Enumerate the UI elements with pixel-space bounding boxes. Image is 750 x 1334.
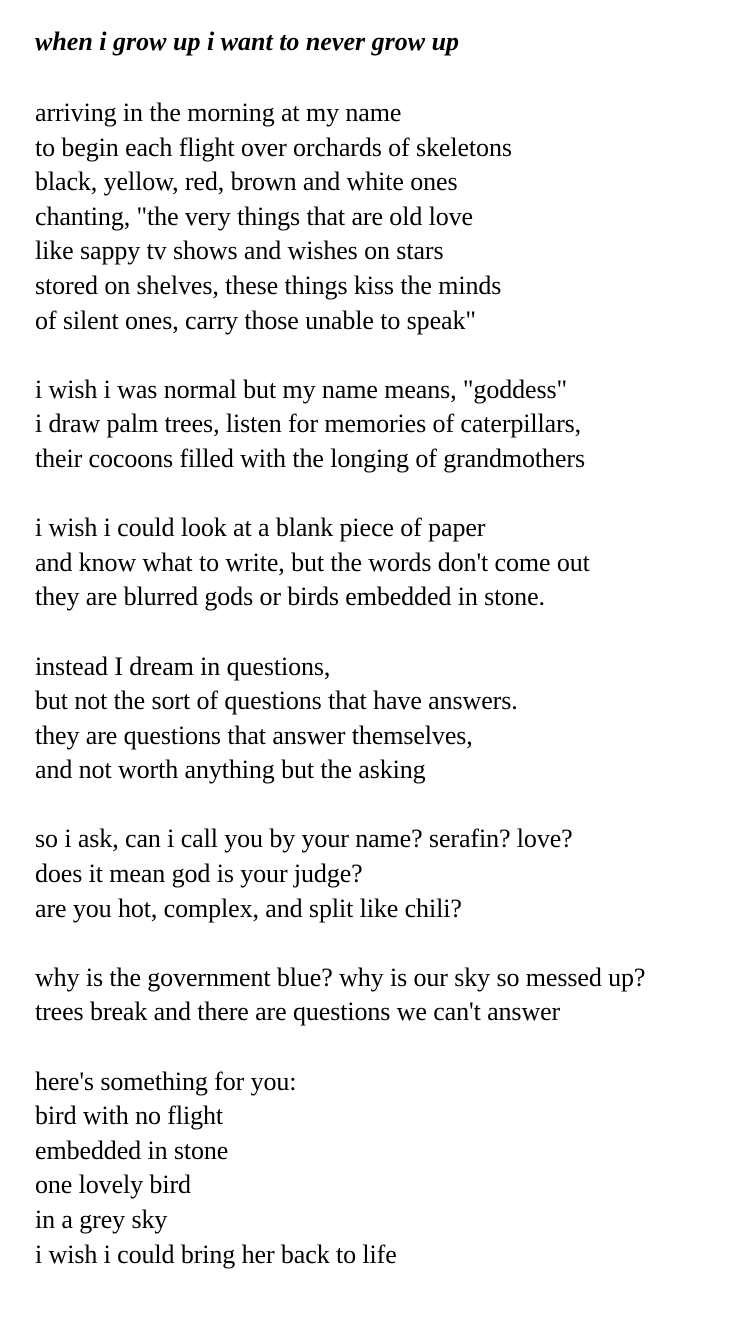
poem-line: chanting, "the very things that are old love (35, 201, 473, 231)
poem-line: instead I dream in questions, (35, 651, 331, 681)
poem-line: are you hot, complex, and split like chili? (35, 893, 462, 923)
poem-line: why is the government blue? why is our sky so messed up? (35, 962, 646, 992)
poem-line: they are blurred gods or birds embedded in stone. (35, 582, 545, 612)
poem-line: i wish i could look at a blank piece of paper (35, 513, 486, 543)
stanza (35, 96, 747, 338)
poem-line: but not the sort of questions that have answers. (35, 686, 518, 716)
stanza (35, 373, 747, 477)
stanza (35, 650, 747, 788)
poem-line: here's something for you: (35, 1066, 297, 1096)
poem-line: their cocoons filled with the longing of grandmothers (35, 443, 585, 473)
poem-line: of silent ones, carry those unable to speak" (35, 305, 476, 335)
poem-line: i wish i was normal but my name means, "goddess" (35, 374, 568, 404)
poem-title: when i grow up i want to never grow up (35, 27, 460, 56)
poem-line: i wish i could bring her back to life (35, 1239, 397, 1269)
poem-line: arriving in the morning at my name (35, 98, 402, 127)
poem-line: they are questions that answer themselves, (35, 720, 473, 750)
poem-line: stored on shelves, these things kiss the minds (35, 270, 502, 300)
poem-line: and not worth anything but the asking (35, 755, 426, 785)
poem-line: to begin each flight over orchards of skeletons (35, 132, 512, 162)
stanza (35, 822, 747, 926)
stanza (35, 511, 747, 615)
poem-page (35, 22, 747, 1272)
poem-line: black, yellow, red, brown and white ones (35, 167, 458, 197)
poem-line: trees break and there are questions we can't answer (35, 997, 561, 1027)
poem-line: one lovely bird (35, 1170, 191, 1200)
poem-line: in a grey sky (35, 1205, 168, 1234)
poem-line: so i ask, can i call you by your name? serafin? love? (35, 824, 573, 854)
poem-body (35, 96, 747, 1272)
poem-line: i draw palm trees, listen for memories of caterpillars, (35, 409, 582, 439)
poem-line: bird with no flight (35, 1101, 224, 1131)
poem-line: embedded in stone (35, 1135, 229, 1165)
title-spacer (35, 62, 747, 96)
poem-line: and know what to write, but the words don't come out (35, 547, 590, 577)
stanza (35, 961, 747, 1030)
poem-line: does it mean god is your judge? (35, 859, 363, 889)
poem-line: like sappy tv shows and wishes on stars (35, 236, 444, 266)
stanza (35, 1065, 747, 1273)
